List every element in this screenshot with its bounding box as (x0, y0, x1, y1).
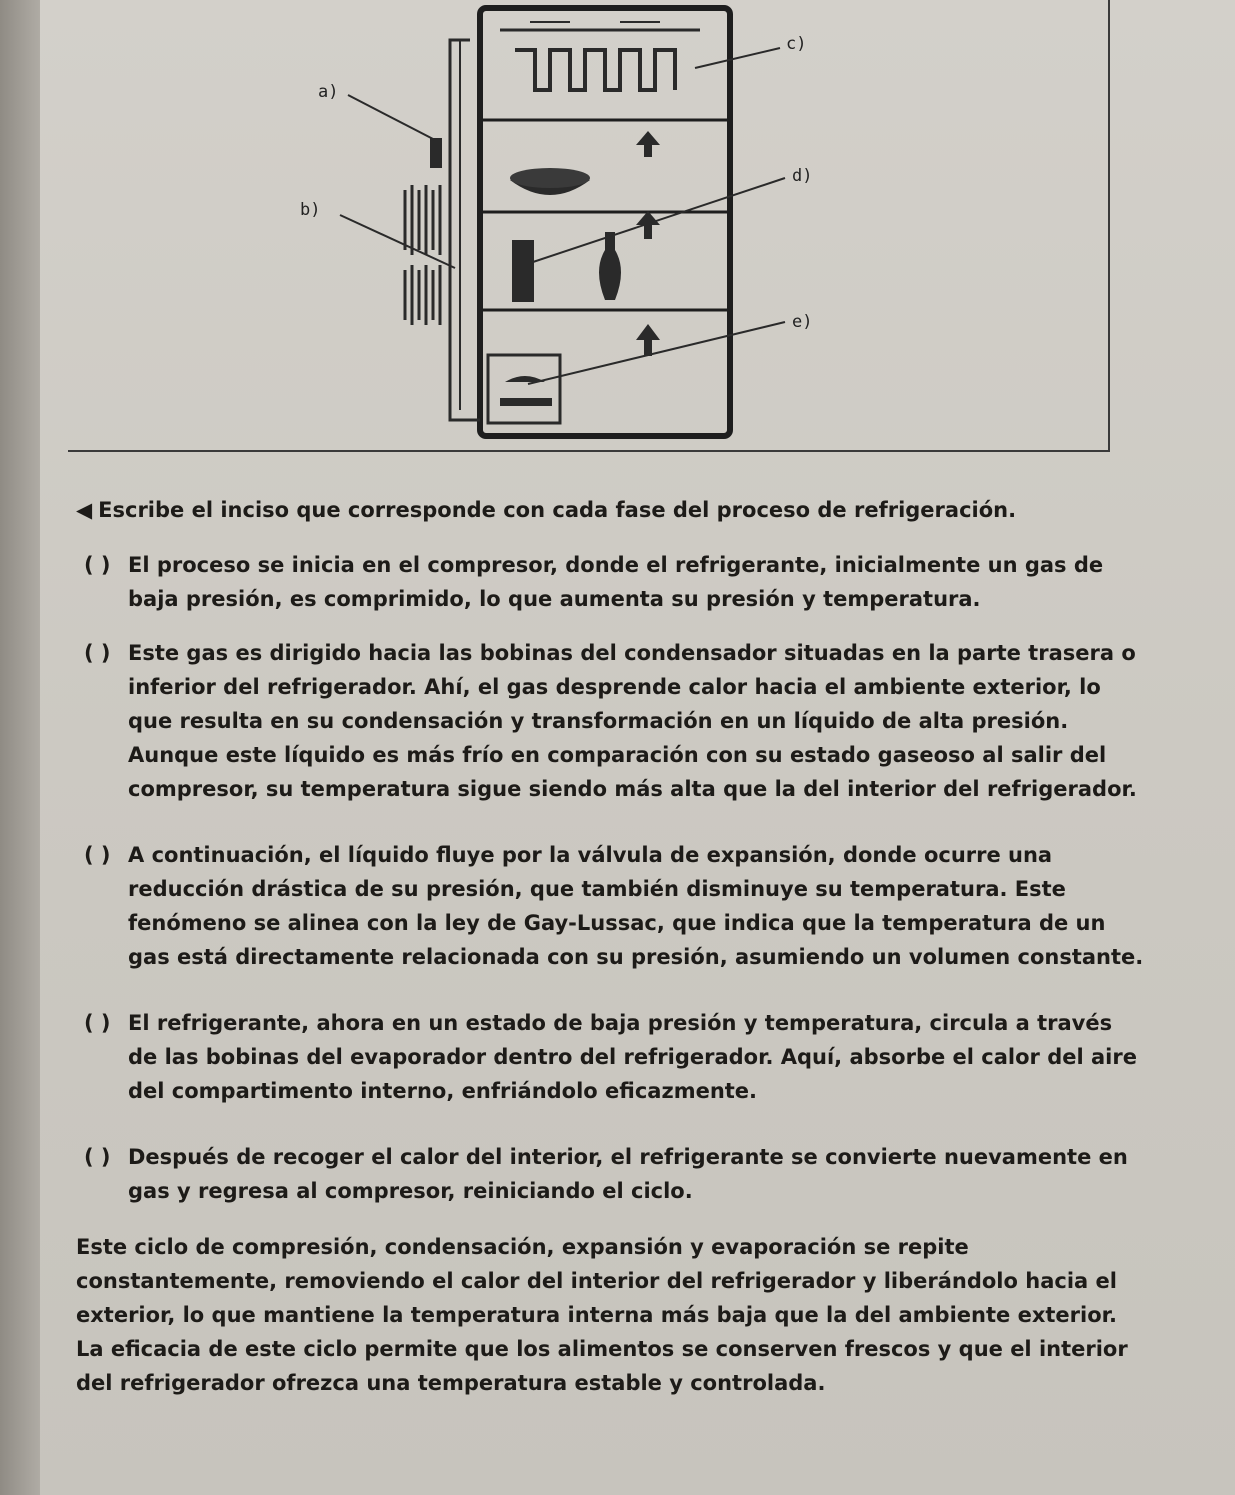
answer-blank-4[interactable]: ( ) (84, 1011, 111, 1035)
label-e: e) (792, 312, 813, 332)
exercise-item-3 (84, 838, 1144, 974)
leader-b (340, 215, 455, 268)
air-flow-arrow-3 (636, 324, 660, 356)
bottle (599, 232, 621, 300)
answer-blank-2[interactable]: ( ) (84, 641, 111, 665)
evaporator-coil (515, 50, 675, 90)
leader-c (695, 48, 780, 68)
air-flow-arrow-1 (636, 131, 660, 157)
milk-carton (512, 240, 534, 302)
bullet-icon: ◀ (76, 498, 93, 522)
exercise-instruction (76, 498, 1076, 522)
item-text-3: A continuación, el líquido fluye por la válvula de expansión, donde ocurre una reducción drástica de su presión, que también disminuye su temperatura. Este fenómeno se alinea con la ley de Gay-Lussac, que indica que la temperatura de un gas está directamente relacionada con su presión, asumiendo un volumen constante. (128, 843, 1144, 969)
exercise-item-2 (84, 636, 1144, 806)
exercise-item-1 (84, 548, 1144, 616)
item-text-1: El proceso se inicia en el compresor, donde el refrigerante, inicialmente un gas de baja presión, es comprimido, lo que aumenta su presión y temperatura. (128, 553, 1104, 611)
instruction-text: Escribe el inciso que corresponde con cada fase del proceso de refrigeración. (98, 498, 1017, 522)
label-d: d) (792, 166, 813, 186)
label-c: c) (786, 34, 807, 54)
answer-blank-5[interactable]: ( ) (84, 1145, 111, 1169)
vegetable-drawer (488, 355, 560, 423)
item-text-5: Después de recoger el calor del interior, el refrigerante se convierte nuevamente en gas y regresa al compresor, reiniciando el ciclo. (128, 1145, 1128, 1203)
item-text-2: Este gas es dirigido hacia las bobinas del condensador situadas en la parte trasera o inferior del refrigerador. Ahí, el gas desprende calor hacia el ambiente exterior, lo que resulta en su condensación y transformación en un líquido de alta presión. Aunque este líquido es más frío en comparación con su estado gaseoso al salir del compresor, su temperatura sigue siendo más alta que la del interior del refrigerador. (128, 641, 1137, 801)
closing-paragraph: Este ciclo de compresión, condensación, expansión y evaporación se repite constantemente, removiendo el calor del interior del refrigerador y liberándolo hacia el exterior, lo que mantiene la temperatura interna más baja que la del ambiente exterior. La eficacia de este ciclo permite que los alimentos se conserven frescos y que el interior del refrigerador ofrezca una temperatura estable y controlada. (76, 1235, 1128, 1395)
leader-e (528, 322, 785, 384)
compressor (430, 138, 442, 168)
refrigerator-diagram (300, 0, 860, 450)
label-b: b) (300, 200, 321, 220)
answer-blank-1[interactable]: ( ) (84, 553, 111, 577)
condenser-coils (405, 185, 440, 325)
exercise-item-4 (84, 1006, 1144, 1108)
label-a: a) (318, 82, 339, 102)
answer-blank-3[interactable]: ( ) (84, 843, 111, 867)
leader-a (348, 95, 435, 140)
item-text-4: El refrigerante, ahora en un estado de baja presión y temperatura, circula a través de las bobinas del evaporador dentro del refrigerador. Aquí, absorbe el calor del aire del compartimento interno, enfriándolo eficazmente. (128, 1011, 1137, 1103)
exercise-item-5 (84, 1140, 1144, 1208)
air-flow-arrow-2 (636, 211, 660, 239)
refrigerant-pipe (450, 40, 480, 420)
